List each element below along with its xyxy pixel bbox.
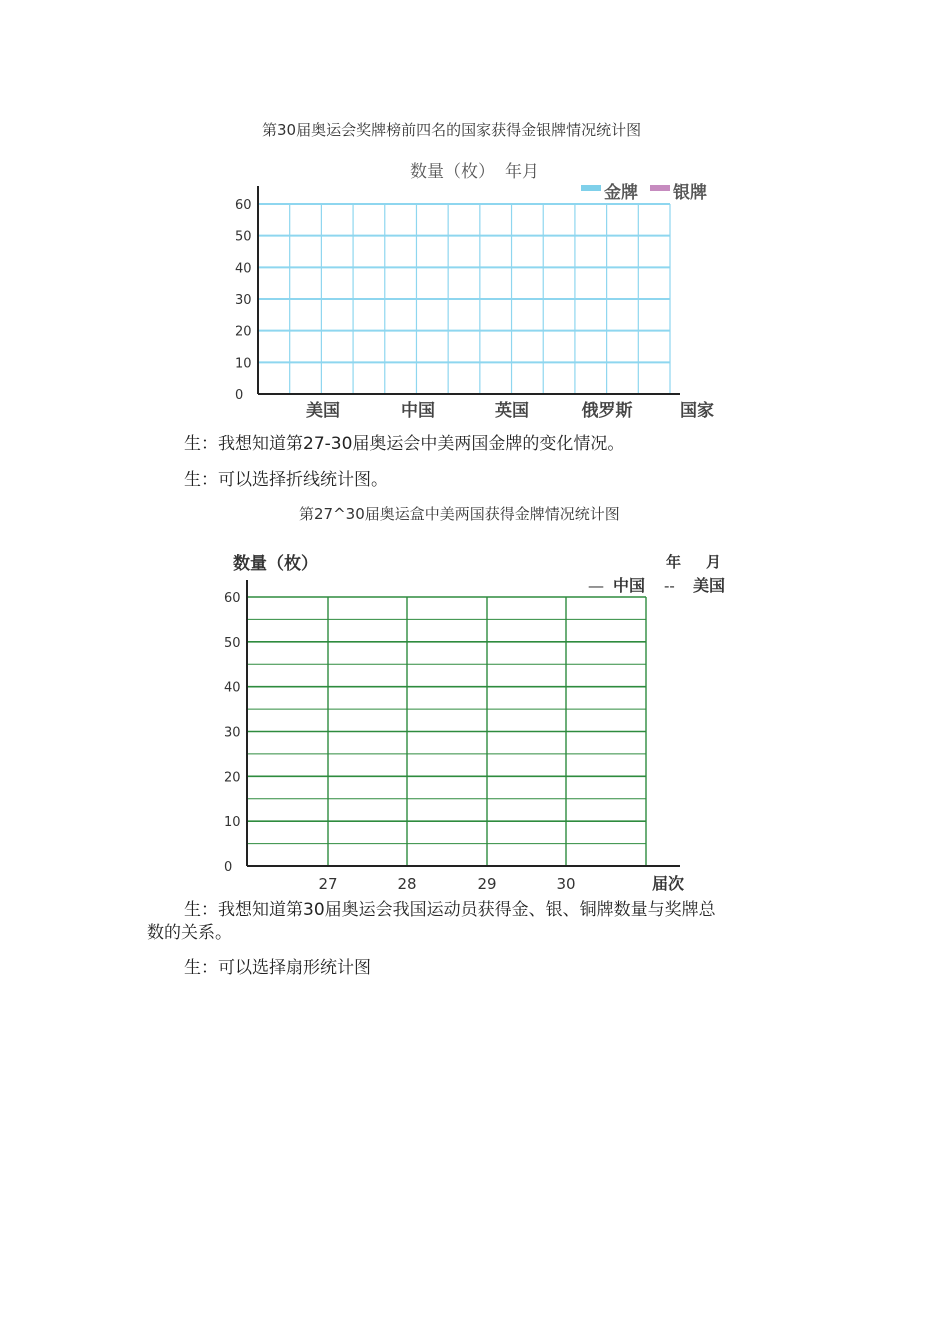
chart2-y-tick-label: 40 [224,680,241,696]
medal-bar-chart [0,0,950,430]
chart1-y-tick-label: 50 [235,229,252,245]
legend-silver-swatch [650,185,670,191]
chart2-x-tick-label: 29 [477,875,497,893]
legend-gold-label: 金牌 [604,183,638,203]
chart2-x-tick-label: 27 [318,875,338,893]
chart2-y-tick-label: 60 [224,591,241,606]
legend-gold-swatch [581,185,601,191]
chart1-date-label: 年月 [505,162,539,182]
chart2-grid [247,597,646,866]
chart2-y-tick-label: 20 [224,770,241,786]
chart1-grid [258,204,670,394]
chart1-x-category-label: 美国 [306,401,340,421]
chart2-title: 第27^30届奥运盒中美两国获得金牌情况统计图 [299,505,620,523]
legend-china-mark: — [588,576,604,595]
chart1-y-tick-label: 10 [235,356,252,372]
paragraph-3-line-1: 生：我想知道第30届奥运会我国运动员获得金、银、铜牌数量与奖牌总 [184,900,716,920]
chart1-xlabel: 国家 [680,401,714,421]
paragraph-2: 生：可以选择折线统计图。 [184,470,388,490]
chart1-y-tick-label: 0 [235,388,244,403]
chart2-y-tick-label: 0 [224,860,233,875]
paragraph-3-line-2: 数的关系。 [147,923,232,943]
chart2-x-categories [318,875,575,893]
legend-usa-mark: -- [664,576,675,595]
chart1-x-category-label: 中国 [401,401,435,421]
chart2-y-tick-label: 10 [224,815,241,831]
chart1-y-tick-label: 20 [235,324,252,340]
chart1-y-tick-label: 60 [235,198,252,213]
legend-china-label: 中国 [613,576,646,595]
chart2-date-month: 月 [706,553,722,571]
chart2-y-tick-label: 50 [224,635,241,651]
chart2-x-tick-label: 28 [397,875,417,893]
chart1-x-category-label: 英国 [495,401,529,421]
chart2-y-ticks [224,591,241,875]
chart1-y-tick-label: 30 [235,293,252,308]
gold-line-chart [0,540,950,900]
chart1-y-tick-label: 40 [235,261,252,277]
chart1-y-ticks [235,198,252,403]
paragraph-4: 生：可以选择扇形统计图 [184,958,371,978]
chart1-title: 第30届奥运会奖牌榜前四名的国家获得金银牌情况统计图 [262,121,642,139]
chart2-date-year: 年 [666,553,682,571]
chart2-xlabel: 届次 [652,874,685,893]
chart2-y-tick-label: 30 [224,725,241,741]
paragraph-1: 生：我想知道第27-30届奥运会中美两国金牌的变化情况。 [184,434,625,454]
chart2-x-tick-label: 30 [556,875,576,893]
chart1-x-categories [306,400,633,421]
chart2-ylabel: 数量（枚） [233,554,318,574]
chart1-x-category-label: 俄罗斯 [581,401,633,421]
chart1-ylabel: 数量（枚） [410,162,495,182]
legend-silver-label: 银牌 [673,183,707,203]
legend-usa-label: 美国 [693,576,726,595]
